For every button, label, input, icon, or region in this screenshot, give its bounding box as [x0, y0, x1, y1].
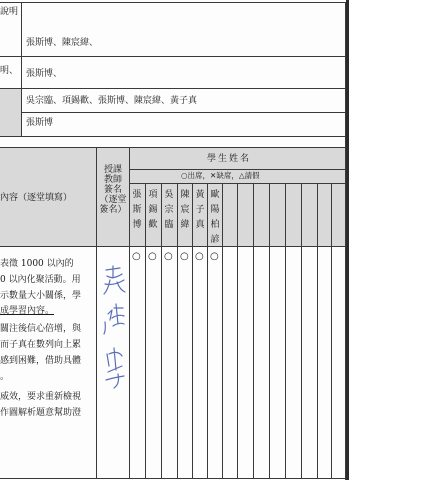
- row-value-3: 吳宗臨、項錫歡、張斯博、陳宸緯、黃子真: [26, 96, 198, 106]
- row-value-2: 張斯博、: [26, 69, 63, 79]
- content-line-9: 威效，要求重新檢視: [0, 392, 82, 402]
- teacher-header: [99, 165, 127, 215]
- attendance-mark-5: ○: [195, 251, 204, 262]
- student-4-char-3: 緯: [180, 220, 190, 230]
- content-line-4: 成學習內容。: [0, 306, 55, 316]
- teacher-header-line-9: 簽名）: [99, 205, 127, 215]
- student-6-char-4: 諺: [210, 235, 220, 245]
- student-2-char-1: 項: [148, 190, 158, 200]
- student-5-char-1: 黃: [195, 190, 205, 200]
- student-3-char-1: 吳: [164, 190, 174, 200]
- teacher-header-line-1: 授: [103, 165, 113, 175]
- student-6-char-1: 歐: [210, 190, 220, 200]
- student-6-char-3: 柏: [210, 220, 220, 230]
- content-line-10: 作圖解析題意幫助澄: [0, 408, 82, 418]
- attendance-mark-1: ○: [132, 251, 141, 262]
- student-4-char-2: 宸: [180, 205, 190, 215]
- teacher-header-line-4: 師: [113, 175, 123, 185]
- attendance-mark-2: ○: [148, 251, 157, 262]
- teacher-header-line-7: （逐: [99, 195, 118, 205]
- content-line-2: 0 以內化聚活動。用: [0, 275, 81, 285]
- student-header: 學生姓名: [207, 154, 252, 164]
- student-2-char-2: 錫: [148, 205, 158, 215]
- row-value-4: 張斯博: [26, 118, 54, 128]
- student-1-char-1: 張: [132, 190, 142, 200]
- attendance-mark-3: ○: [164, 251, 173, 262]
- content-line-5: 關注後信心倍增，與: [0, 324, 82, 334]
- teacher-header-line-3: 教: [103, 175, 113, 185]
- row-label-2: 明、: [0, 66, 19, 76]
- teacher-header-line-2: 課: [113, 165, 123, 175]
- attendance-mark-6: ○: [210, 251, 219, 262]
- student-4-char-1: 陳: [180, 190, 190, 200]
- student-5-char-2: 子: [195, 205, 205, 215]
- student-1-char-2: 斯: [132, 205, 142, 215]
- content-header: 內容（逐堂填寫）: [0, 193, 73, 203]
- student-1-char-3: 博: [132, 220, 142, 230]
- handwritten-signature: [100, 262, 130, 392]
- teacher-header-line-6: 名: [113, 185, 123, 195]
- student-5-char-3: 真: [195, 220, 205, 230]
- row-label-1: 說明: [0, 7, 19, 17]
- blank-margin: [349, 0, 426, 480]
- teacher-header-line-5: 簽: [103, 185, 113, 195]
- row-value-1: 張斯博、陳宸緯、: [26, 38, 99, 48]
- student-3-char-3: 臨: [164, 220, 174, 230]
- student-2-char-3: 歡: [148, 220, 158, 230]
- content-line-1: 表徵 1000 以內的: [0, 259, 74, 269]
- student-6-char-2: 陽: [210, 205, 220, 215]
- content-line-7: 感到困難，借助具體: [0, 356, 82, 366]
- content-line-8: 。: [0, 372, 10, 382]
- student-3-char-2: 宗: [164, 205, 174, 215]
- content-line-6: 而子真在數列向上累: [0, 340, 82, 350]
- attendance-legend: ○出席，✕缺席，△請假: [181, 171, 260, 180]
- content-line-3: 示數量大小關係，學: [0, 291, 82, 301]
- teacher-header-line-8: 堂: [117, 195, 127, 205]
- attendance-mark-4: ○: [180, 251, 189, 262]
